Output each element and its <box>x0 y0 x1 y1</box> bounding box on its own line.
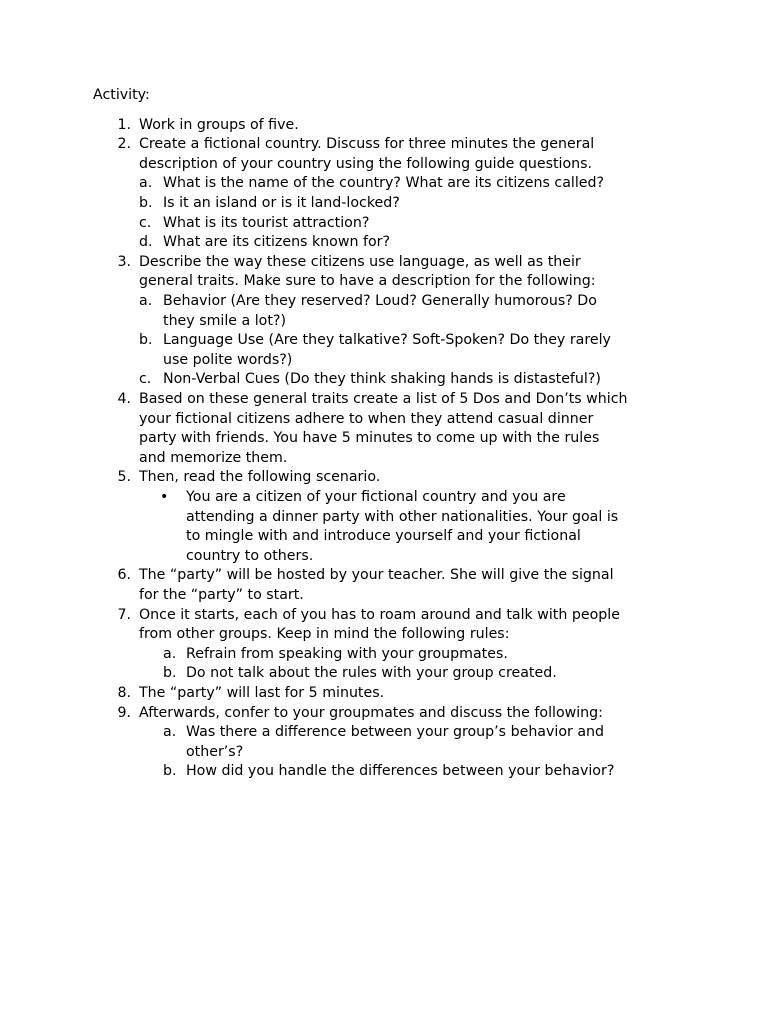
sub-item-text: country to others. <box>186 547 314 564</box>
sub-item-text: How did you handle the differences between your behavior? <box>186 763 615 780</box>
sub-item-letter: b. <box>139 332 153 349</box>
list-item-number: 9. <box>117 704 131 721</box>
list-item-text: Based on these general traits create a list of 5 Dos and Don’ts which <box>139 391 628 407</box>
list-item-number: 2. <box>117 136 131 153</box>
sub-item-text: Language Use (Are they talkative? Soft-Spoken? Do they rarely <box>163 332 611 349</box>
sub-item-text: You are a citizen of your fictional country and you are <box>186 489 566 505</box>
sub-item-letter: b. <box>139 195 153 211</box>
list-item-number: 3. <box>117 253 131 270</box>
sub-item-text: Refrain from speaking with your groupmates. <box>186 645 508 662</box>
sub-item-letter: b. <box>163 763 177 780</box>
list-item-text: for the “party” to start. <box>139 587 304 603</box>
sub-item-letter: c. <box>139 371 152 388</box>
sub-item-text: What are its citizens known for? <box>163 234 390 251</box>
sub-item-text: other’s? <box>186 743 244 760</box>
sub-item-letter: b. <box>163 665 177 682</box>
list-item-text: description of your country using the following guide questions. <box>139 155 593 172</box>
sub-item-text: Do not talk about the rules with your group created. <box>186 665 557 682</box>
list-item-number: 8. <box>117 685 131 701</box>
activity-heading: Activity: <box>93 87 150 103</box>
sub-item-text: attending a dinner party with other nationalities. Your goal is <box>186 508 619 525</box>
list-item-text: and memorize them. <box>139 449 288 466</box>
list-item-text: from other groups. Keep in mind the following rules: <box>139 626 510 643</box>
list-item-number: 1. <box>117 116 131 133</box>
list-item-text: Then, read the following scenario. <box>139 469 381 486</box>
sub-item-letter: c. <box>139 214 152 231</box>
sub-item-letter: d. <box>139 234 153 251</box>
list-item-number: 5. <box>117 469 131 486</box>
list-item-text: Afterwards, confer to your groupmates and discuss the following: <box>139 704 603 721</box>
sub-item-text: What is the name of the country? What are its citizens called? <box>163 175 605 192</box>
list-item-number: 7. <box>117 606 131 623</box>
list-item-text: Once it starts, each of you has to roam around and talk with people <box>139 606 620 623</box>
sub-item-text: Behavior (Are they reserved? Loud? Generally humorous? Do <box>163 293 597 309</box>
sub-item-letter: a. <box>163 645 177 662</box>
bullet-marker: • <box>160 489 169 505</box>
sub-item-text: they smile a lot?) <box>163 312 286 329</box>
list-item-text: general traits. Make sure to have a description for the following: <box>139 273 596 290</box>
list-item-text: The “party” will last for 5 minutes. <box>139 685 385 701</box>
list-item-text: The “party” will be hosted by your teacher. She will give the signal <box>139 567 614 584</box>
list-item-number: 4. <box>117 391 131 407</box>
sub-item-text: Non-Verbal Cues (Do they think shaking hands is distasteful?) <box>163 371 601 388</box>
sub-item-text: What is its tourist attraction? <box>163 214 370 231</box>
sub-item-text: Was there a difference between your group’s behavior and <box>186 724 605 741</box>
sub-item-text: use polite words?) <box>163 351 293 368</box>
sub-item-letter: a. <box>139 175 153 192</box>
list-item-text: your fictional citizens adhere to when they attend casual dinner <box>139 410 594 427</box>
list-item-number: 6. <box>117 567 131 584</box>
list-item-text: party with friends. You have 5 minutes to come up with the rules <box>139 430 600 447</box>
list-item-text: Create a fictional country. Discuss for three minutes the general <box>139 136 595 153</box>
list-item-text: Work in groups of five. <box>139 116 299 133</box>
sub-item-text: to mingle with and introduce yourself and your fictional <box>186 528 581 545</box>
sub-item-letter: a. <box>139 293 153 309</box>
sub-item-text: Is it an island or is it land-locked? <box>163 195 400 211</box>
list-item-text: Describe the way these citizens use language, as well as their <box>139 253 581 270</box>
sub-item-letter: a. <box>163 724 177 741</box>
